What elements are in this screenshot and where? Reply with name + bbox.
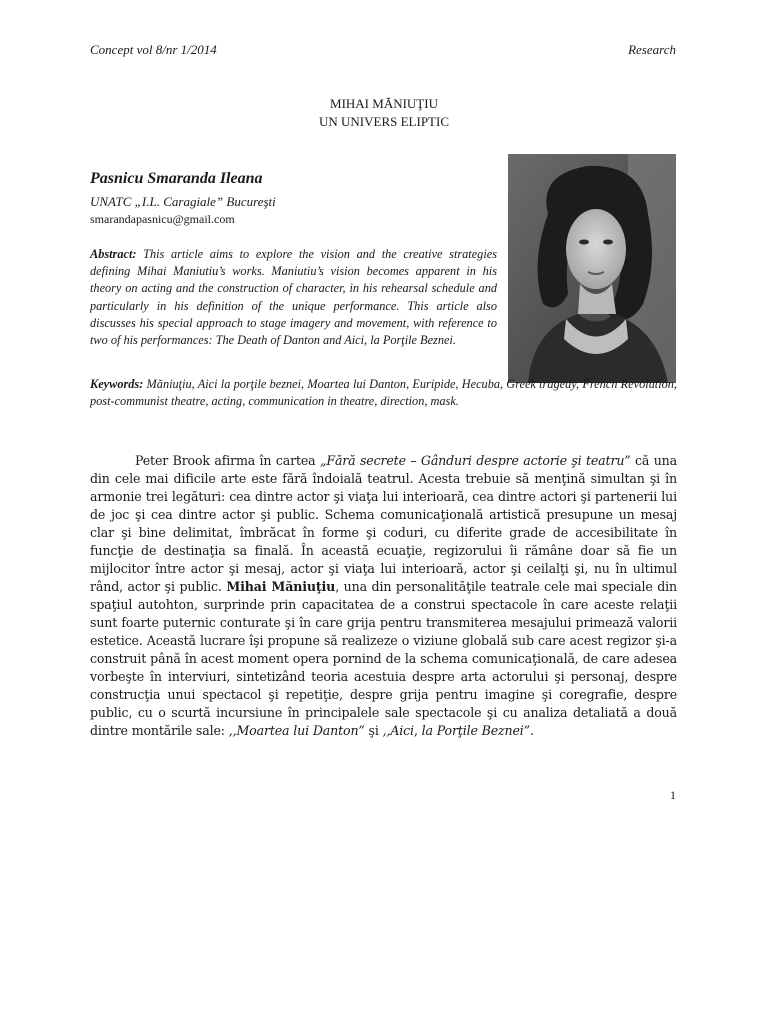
body-paragraph [90, 452, 677, 740]
body-text-segment: Peter Brook afirma în cartea [135, 453, 320, 468]
author-affiliation: UNATC „I.L. Caragiale” Bucureşti [90, 194, 276, 209]
page-number: 1 [670, 788, 676, 802]
section-header: Research [628, 42, 676, 57]
keywords-text: Măniuţiu, Aici la porţile beznei, Moartea lui Danton, Euripide, Hecuba, Greek tragedy, French Revolution, post-communist theatre, acting, communication in theatre, direction, mask. [90, 377, 677, 409]
show-title: ,,Aici, la Porţile Beznei” [382, 723, 530, 738]
author-portrait-image [508, 154, 676, 383]
director-name: Mihai Măniuţiu [226, 579, 336, 594]
show-title: ,,Moartea lui Danton” [228, 723, 365, 738]
author-email: smarandapasnicu@gmail.com [90, 212, 235, 226]
abstract-text: This article aims to explore the vision and the creative strategies defining Mihai Maniutiu’s works. Maniutiu’s vision becomes apparent in his theory on acting and the construction of character, in his rehearsal schedule and particularly in his definition of the unique performance. This article also discusses his special approach to stage imagery and movement, with reference to two of his performances: The Death of Danton and Aici, la Porţile Beznei. [90, 247, 497, 348]
body-text-segment: , una din personalităţile teatrale cele mai speciale din spaţiul autohton, surprinde prin capacitatea de a construi spectacole în care aceste relaţii sunt foarte puternic conturate şi în care grija pentru transmiterea mesajului primează valorii estetice. Această lucrare îşi propune să realizeze o viziune globală sub care acest regizor şi-a construit până în acest moment opera pornind de la schema comunicaţională, de care adesea vorbeşte în interviuri, sintetizând teoria acestuia despre arta actorului şi personaj, despre construcţia unui spectacol şi repetiţie, despre grija pentru imagine şi coregrafie, despre public, cu o scurtă incursiune în principalele sale spectacole şi cu analiza detaliată a două dintre montările sale: [90, 579, 677, 738]
book-title: „Fără secrete – Gânduri despre actorie şi teatru” [319, 453, 631, 468]
journal-header: Concept vol 8/nr 1/2014 [90, 42, 217, 57]
abstract [90, 246, 497, 349]
article-title: MIHAI MĂNIUŢIU [330, 96, 438, 111]
keywords [90, 376, 677, 410]
body-text-segment: . [529, 723, 534, 738]
body-text-segment: că una din cele mai dificile arte este fără îndoială teatrul. Acesta trebuie să menţină simultan şi în armonie trei legături: cea dintre actor şi viaţa lui interioară, cea dintre actori şi partenerii lui de joc şi cea dintre actor şi public. Schema comunicaţională artistică presupune un mesaj clar şi bine delimitat, îmbrăcat în forme şi coduri, cu diferite grade de accesibilitate în funcţie de destinaţia sa finală. În această ecuaţie, regizorului îi rămâne doar să fie un mijlocitor între actor şi mesaj, actor şi viaţa lui interioară, actor şi ceilalţi şi, nu în ultimul rând, actor şi public. [90, 453, 677, 594]
author-photo [508, 154, 676, 383]
keywords-label: Keywords: [90, 377, 144, 391]
abstract-label: Abstract: [90, 247, 137, 261]
article-subtitle: UN UNIVERS ELIPTIC [319, 114, 449, 129]
body-text-segment: şi [364, 723, 383, 738]
author-name: Pasnicu Smaranda Ileana [90, 170, 263, 187]
